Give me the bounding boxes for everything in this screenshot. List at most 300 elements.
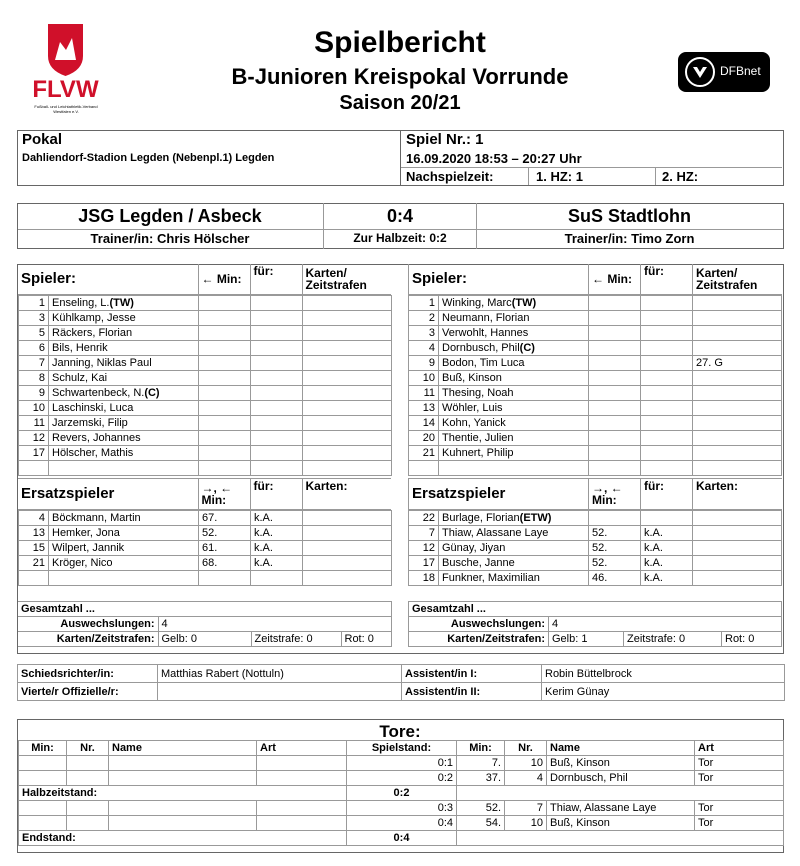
player-role-tag: (TW) bbox=[511, 297, 537, 309]
player-for: k.A. bbox=[641, 541, 693, 556]
cards-label: Karten: bbox=[302, 479, 391, 510]
player-name bbox=[49, 341, 199, 356]
player-card bbox=[693, 511, 782, 526]
table-row bbox=[409, 356, 782, 371]
player-minute bbox=[589, 311, 641, 326]
goal-name-header: Name bbox=[547, 741, 695, 756]
away-goal-name: Dornbusch, Phil bbox=[547, 771, 695, 786]
player-card bbox=[693, 461, 782, 476]
cards-label: Karten/ Zeitstrafen bbox=[693, 264, 782, 295]
home-goal-name bbox=[109, 756, 257, 771]
table-row bbox=[19, 461, 392, 476]
player-minute: 52. bbox=[589, 556, 641, 571]
away-goal-name: Thiaw, Alassane Laye bbox=[547, 801, 695, 816]
player-number: 1 bbox=[409, 296, 439, 311]
table-row bbox=[409, 371, 782, 386]
goal-row bbox=[19, 756, 784, 771]
player-name-text: Bodon, Tim Luca bbox=[442, 357, 525, 369]
player-number: 21 bbox=[19, 556, 49, 571]
officials-table bbox=[17, 664, 785, 701]
player-minute bbox=[199, 461, 251, 476]
player-number: 7 bbox=[409, 526, 439, 541]
home-goal-type bbox=[257, 756, 347, 771]
player-minute bbox=[199, 446, 251, 461]
goal-row bbox=[19, 741, 784, 756]
player-for bbox=[251, 401, 303, 416]
goal-row bbox=[19, 771, 784, 786]
player-name bbox=[49, 461, 199, 476]
yellow-count: Gelb: 0 bbox=[158, 632, 251, 647]
home-goal-name bbox=[109, 816, 257, 831]
goal-row bbox=[19, 786, 784, 801]
referee-label: Schiedsrichter/in: bbox=[18, 665, 158, 683]
player-minute bbox=[199, 416, 251, 431]
player-number bbox=[409, 461, 439, 476]
player-number: 11 bbox=[19, 416, 49, 431]
table-row bbox=[19, 511, 392, 526]
away-team-name: SuS Stadtlohn bbox=[568, 206, 691, 226]
player-minute bbox=[589, 511, 641, 526]
away-goal-type: Tor bbox=[695, 801, 784, 816]
assistant1-label: Assistent/in I: bbox=[402, 665, 542, 683]
table-row bbox=[409, 386, 782, 401]
home-goal-name bbox=[109, 801, 257, 816]
match-number: Spiel Nr.: 1 bbox=[406, 131, 484, 148]
flvw-logo-text: FLVW bbox=[32, 76, 99, 103]
player-minute bbox=[589, 326, 641, 341]
table-row bbox=[409, 401, 782, 416]
player-minute: 61. bbox=[199, 541, 251, 556]
goal-score-header: Spielstand: bbox=[347, 741, 457, 756]
player-name bbox=[439, 511, 589, 526]
table-row bbox=[409, 461, 782, 476]
player-name bbox=[439, 556, 589, 571]
player-name-text: Wöhler, Luis bbox=[442, 402, 503, 414]
home-goal-type bbox=[257, 801, 347, 816]
for-label: für: bbox=[641, 479, 693, 510]
player-for bbox=[251, 571, 303, 586]
player-name-text: Schulz, Kai bbox=[52, 372, 108, 384]
player-card bbox=[693, 416, 782, 431]
table-row bbox=[409, 571, 782, 586]
player-for: k.A. bbox=[641, 571, 693, 586]
away-goal-no: 7 bbox=[505, 801, 547, 816]
player-number: 18 bbox=[409, 571, 439, 586]
player-number: 2 bbox=[409, 311, 439, 326]
player-number: 9 bbox=[409, 356, 439, 371]
player-card bbox=[693, 431, 782, 446]
table-row bbox=[19, 571, 392, 586]
away-goal-type: Tor bbox=[695, 816, 784, 831]
player-number: 22 bbox=[409, 511, 439, 526]
player-role-tag: (ETW) bbox=[519, 512, 552, 524]
player-card bbox=[303, 401, 392, 416]
player-for bbox=[251, 416, 303, 431]
timepenalty-count: Zeitstrafe: 0 bbox=[251, 632, 341, 647]
table-row bbox=[19, 386, 392, 401]
teams-divider-h bbox=[18, 229, 783, 230]
player-card bbox=[693, 386, 782, 401]
player-minute bbox=[589, 431, 641, 446]
player-for bbox=[251, 446, 303, 461]
table-row bbox=[19, 526, 392, 541]
player-name-text: Enseling, L. bbox=[52, 297, 110, 309]
subs-count-value: 4 bbox=[158, 617, 391, 632]
for-label: für: bbox=[250, 264, 302, 295]
player-card bbox=[303, 311, 392, 326]
player-for bbox=[641, 296, 693, 311]
player-name bbox=[439, 296, 589, 311]
subs-count-value: 4 bbox=[549, 617, 782, 632]
assistant2-name: Kerim Günay bbox=[542, 683, 785, 701]
table-row bbox=[409, 311, 782, 326]
away-goal-min: 54. bbox=[457, 816, 505, 831]
timepenalty-count: Zeitstrafe: 0 bbox=[624, 632, 722, 647]
info-divider-h bbox=[401, 167, 782, 168]
player-name bbox=[439, 446, 589, 461]
player-card bbox=[693, 446, 782, 461]
home-team-name: JSG Legden / Asbeck bbox=[78, 206, 262, 226]
home-goal-no bbox=[67, 756, 109, 771]
away-totals bbox=[408, 601, 782, 647]
final-score: 0:4 bbox=[386, 206, 413, 226]
player-role-tag: (TW) bbox=[109, 297, 134, 309]
player-minute: 46. bbox=[589, 571, 641, 586]
player-name bbox=[439, 541, 589, 556]
player-minute: 52. bbox=[199, 526, 251, 541]
cards-count-label: Karten/Zeitstrafen: bbox=[18, 632, 158, 647]
players-label: Spieler: bbox=[18, 264, 198, 295]
player-minute bbox=[199, 401, 251, 416]
away-goal-min: 7. bbox=[457, 756, 505, 771]
player-for bbox=[641, 446, 693, 461]
player-card bbox=[693, 541, 782, 556]
away-goal-type: Tor bbox=[695, 771, 784, 786]
home-players-header bbox=[18, 264, 391, 295]
player-minute: 52. bbox=[589, 526, 641, 541]
goal-score: 0:1 bbox=[347, 756, 457, 771]
table-row bbox=[409, 511, 782, 526]
player-minute: 67. bbox=[199, 511, 251, 526]
player-minute bbox=[199, 356, 251, 371]
for-label: für: bbox=[641, 264, 693, 295]
player-name bbox=[439, 416, 589, 431]
home-goal-no bbox=[67, 816, 109, 831]
player-card bbox=[303, 541, 392, 556]
player-minute bbox=[589, 416, 641, 431]
player-card bbox=[693, 326, 782, 341]
player-name bbox=[49, 541, 199, 556]
player-name bbox=[49, 556, 199, 571]
player-name-text: Hölscher, Mathis bbox=[52, 447, 134, 459]
player-name-text: Laschinski, Luca bbox=[52, 402, 134, 414]
home-goal-min bbox=[19, 801, 67, 816]
player-number: 6 bbox=[19, 341, 49, 356]
total-label: Gesamtzahl ... bbox=[18, 602, 391, 617]
player-name-text: Dornbusch, Phil bbox=[442, 342, 520, 354]
player-for bbox=[251, 431, 303, 446]
player-card bbox=[303, 356, 392, 371]
player-for bbox=[641, 386, 693, 401]
subs-count-label: Auswechslungen: bbox=[409, 617, 549, 632]
player-for: k.A. bbox=[251, 556, 303, 571]
player-card bbox=[303, 556, 392, 571]
goal-score: 0:2 bbox=[347, 771, 457, 786]
player-for: k.A. bbox=[641, 556, 693, 571]
player-name-text: Jarzemski, Filip bbox=[52, 417, 128, 429]
player-name bbox=[439, 386, 589, 401]
player-name-text: Bils, Henrik bbox=[52, 342, 108, 354]
player-card bbox=[693, 341, 782, 356]
table-row bbox=[19, 326, 392, 341]
player-for bbox=[251, 461, 303, 476]
player-number: 17 bbox=[19, 446, 49, 461]
home-goal-min bbox=[19, 756, 67, 771]
total-label: Gesamtzahl ... bbox=[409, 602, 782, 617]
player-card bbox=[303, 446, 392, 461]
player-number bbox=[19, 571, 49, 586]
goal-row bbox=[19, 831, 784, 846]
player-card bbox=[303, 296, 392, 311]
player-name-text: Schwartenbeck, N. bbox=[52, 387, 145, 399]
player-card bbox=[693, 556, 782, 571]
min-inout-label: →, ← Min: bbox=[589, 479, 641, 510]
player-name-text: Günay, Jiyan bbox=[442, 542, 506, 554]
player-name bbox=[49, 446, 199, 461]
player-name-text: Buß, Kinson bbox=[442, 372, 502, 384]
player-role-tag: (C) bbox=[519, 342, 535, 354]
away-goal-no: 10 bbox=[505, 816, 547, 831]
home-goal-no bbox=[67, 801, 109, 816]
table-row bbox=[409, 326, 782, 341]
player-card bbox=[303, 511, 392, 526]
player-name-text: Kröger, Nico bbox=[52, 557, 113, 569]
player-minute bbox=[199, 571, 251, 586]
player-number: 13 bbox=[409, 401, 439, 416]
away-goal-min: 37. bbox=[457, 771, 505, 786]
player-number: 7 bbox=[19, 356, 49, 371]
player-name bbox=[439, 311, 589, 326]
table-row bbox=[19, 446, 392, 461]
player-name-text: Neumann, Florian bbox=[442, 312, 530, 324]
fourth-official-name bbox=[158, 683, 402, 701]
player-name bbox=[49, 401, 199, 416]
blank-cell bbox=[457, 831, 784, 846]
subs-label: Ersatzspieler bbox=[409, 479, 589, 510]
home-goal-min bbox=[19, 816, 67, 831]
player-for: k.A. bbox=[251, 541, 303, 556]
table-row bbox=[409, 541, 782, 556]
away-goal-no: 10 bbox=[505, 756, 547, 771]
table-row bbox=[409, 556, 782, 571]
player-minute bbox=[589, 371, 641, 386]
home-trainer: Trainer/in: Chris Hölscher bbox=[90, 231, 250, 246]
player-name bbox=[49, 371, 199, 386]
assistant1-name: Robin Büttelbrock bbox=[542, 665, 785, 683]
player-name bbox=[439, 326, 589, 341]
player-name bbox=[439, 401, 589, 416]
goal-no-header: Nr. bbox=[505, 741, 547, 756]
table-row bbox=[409, 416, 782, 431]
away-players-table bbox=[408, 295, 782, 476]
cards-label: Karten/ Zeitstrafen bbox=[302, 264, 391, 295]
players-label: Spieler: bbox=[409, 264, 589, 295]
player-name bbox=[49, 296, 199, 311]
halftime-score: 0:2 bbox=[347, 786, 457, 801]
cards-label: Karten: bbox=[693, 479, 782, 510]
match-datetime: 16.09.2020 18:53 – 20:27 Uhr bbox=[406, 151, 582, 166]
player-for bbox=[251, 371, 303, 386]
home-players-table bbox=[18, 295, 392, 476]
player-name bbox=[439, 371, 589, 386]
player-name bbox=[49, 511, 199, 526]
player-number: 9 bbox=[19, 386, 49, 401]
player-number: 10 bbox=[409, 371, 439, 386]
player-name bbox=[439, 356, 589, 371]
flvw-logo bbox=[28, 20, 103, 120]
dfbnet-logo bbox=[678, 52, 770, 92]
competition-name: Pokal bbox=[22, 131, 63, 148]
player-for bbox=[251, 326, 303, 341]
player-name-text: Verwohlt, Hannes bbox=[442, 327, 529, 339]
flvw-logo-subtext: Fußball- und Leichtathletik-Verband Westfalen e.V. bbox=[34, 104, 98, 114]
table-row bbox=[19, 431, 392, 446]
player-number: 12 bbox=[409, 541, 439, 556]
goal-name-header: Name bbox=[109, 741, 257, 756]
table-row bbox=[19, 556, 392, 571]
table-row bbox=[19, 541, 392, 556]
home-goal-name bbox=[109, 771, 257, 786]
player-number bbox=[19, 461, 49, 476]
home-goal-type bbox=[257, 816, 347, 831]
player-name bbox=[439, 461, 589, 476]
player-name-text: Kohn, Yanick bbox=[442, 417, 506, 429]
table-row bbox=[409, 526, 782, 541]
player-name-text: Böckmann, Martin bbox=[52, 512, 141, 524]
player-for: k.A. bbox=[251, 526, 303, 541]
player-number: 8 bbox=[19, 371, 49, 386]
player-card bbox=[303, 571, 392, 586]
goal-score: 0:3 bbox=[347, 801, 457, 816]
player-card bbox=[303, 341, 392, 356]
player-name-text: Kuhnert, Philip bbox=[442, 447, 514, 459]
player-for bbox=[641, 356, 693, 371]
page-subtitle: B-Junioren Kreispokal Vorrunde bbox=[231, 64, 569, 89]
player-number: 1 bbox=[19, 296, 49, 311]
player-card: 27. G bbox=[693, 356, 782, 371]
final-score-cell: 0:4 bbox=[347, 831, 457, 846]
home-subs-header bbox=[18, 478, 391, 510]
yellow-count: Gelb: 1 bbox=[549, 632, 624, 647]
dfb-eagle-icon bbox=[684, 56, 716, 88]
player-number: 14 bbox=[409, 416, 439, 431]
away-goal-name: Buß, Kinson bbox=[547, 816, 695, 831]
player-name-text: Räckers, Florian bbox=[52, 327, 133, 339]
red-count: Rot: 0 bbox=[722, 632, 782, 647]
home-subs-table bbox=[18, 510, 392, 586]
player-number: 20 bbox=[409, 431, 439, 446]
home-goal-type bbox=[257, 771, 347, 786]
player-card bbox=[693, 311, 782, 326]
player-name bbox=[49, 326, 199, 341]
halftime-label: Halbzeitstand: bbox=[19, 786, 347, 801]
player-minute: 52. bbox=[589, 541, 641, 556]
goal-min-header: Min: bbox=[19, 741, 67, 756]
cards-count-label: Karten/Zeitstrafen: bbox=[409, 632, 549, 647]
min-out-label: ← Min: bbox=[589, 264, 641, 295]
player-for bbox=[641, 431, 693, 446]
player-for bbox=[641, 511, 693, 526]
table-row bbox=[409, 296, 782, 311]
goals-table bbox=[18, 740, 784, 846]
player-minute bbox=[199, 311, 251, 326]
subs-label: Ersatzspieler bbox=[18, 479, 198, 510]
player-number: 12 bbox=[19, 431, 49, 446]
player-card bbox=[303, 386, 392, 401]
player-for bbox=[641, 311, 693, 326]
player-for bbox=[641, 401, 693, 416]
player-name bbox=[439, 526, 589, 541]
player-number: 15 bbox=[19, 541, 49, 556]
player-minute bbox=[199, 371, 251, 386]
player-minute bbox=[199, 431, 251, 446]
player-name bbox=[49, 571, 199, 586]
for-label: für: bbox=[250, 479, 302, 510]
player-name-text: Janning, Niklas Paul bbox=[52, 357, 152, 369]
player-minute bbox=[199, 341, 251, 356]
blank-cell bbox=[457, 786, 784, 801]
player-name-text: Hemker, Jona bbox=[52, 527, 120, 539]
player-card bbox=[303, 526, 392, 541]
goal-no-header: Nr. bbox=[67, 741, 109, 756]
player-name bbox=[49, 311, 199, 326]
player-name bbox=[49, 526, 199, 541]
player-minute bbox=[589, 386, 641, 401]
away-players-header bbox=[408, 264, 782, 295]
player-name-text: Thentie, Julien bbox=[442, 432, 514, 444]
player-for bbox=[641, 371, 693, 386]
player-for bbox=[641, 461, 693, 476]
goal-min-header: Min: bbox=[457, 741, 505, 756]
player-for bbox=[251, 341, 303, 356]
player-card bbox=[693, 401, 782, 416]
page-title: Spielbericht bbox=[314, 26, 486, 59]
min-inout-label: →, ← Min: bbox=[198, 479, 250, 510]
min-out-label: ← Min: bbox=[198, 264, 250, 295]
away-goal-no: 4 bbox=[505, 771, 547, 786]
player-name-text: Revers, Johannes bbox=[52, 432, 141, 444]
dfbnet-text: DFBnet bbox=[720, 64, 761, 78]
player-number: 11 bbox=[409, 386, 439, 401]
player-minute: 68. bbox=[199, 556, 251, 571]
goal-score: 0:4 bbox=[347, 816, 457, 831]
home-totals bbox=[18, 601, 392, 647]
table-row bbox=[19, 296, 392, 311]
player-for: k.A. bbox=[251, 511, 303, 526]
player-minute bbox=[589, 356, 641, 371]
home-goal-no bbox=[67, 771, 109, 786]
away-goal-name: Buß, Kinson bbox=[547, 756, 695, 771]
goal-type-header: Art bbox=[695, 741, 784, 756]
player-minute bbox=[589, 461, 641, 476]
player-name bbox=[49, 386, 199, 401]
red-count: Rot: 0 bbox=[341, 632, 391, 647]
player-name-text: Thesing, Noah bbox=[442, 387, 514, 399]
table-row bbox=[19, 401, 392, 416]
player-name-text: Wilpert, Jannik bbox=[52, 542, 125, 554]
player-card bbox=[693, 526, 782, 541]
player-card bbox=[303, 431, 392, 446]
